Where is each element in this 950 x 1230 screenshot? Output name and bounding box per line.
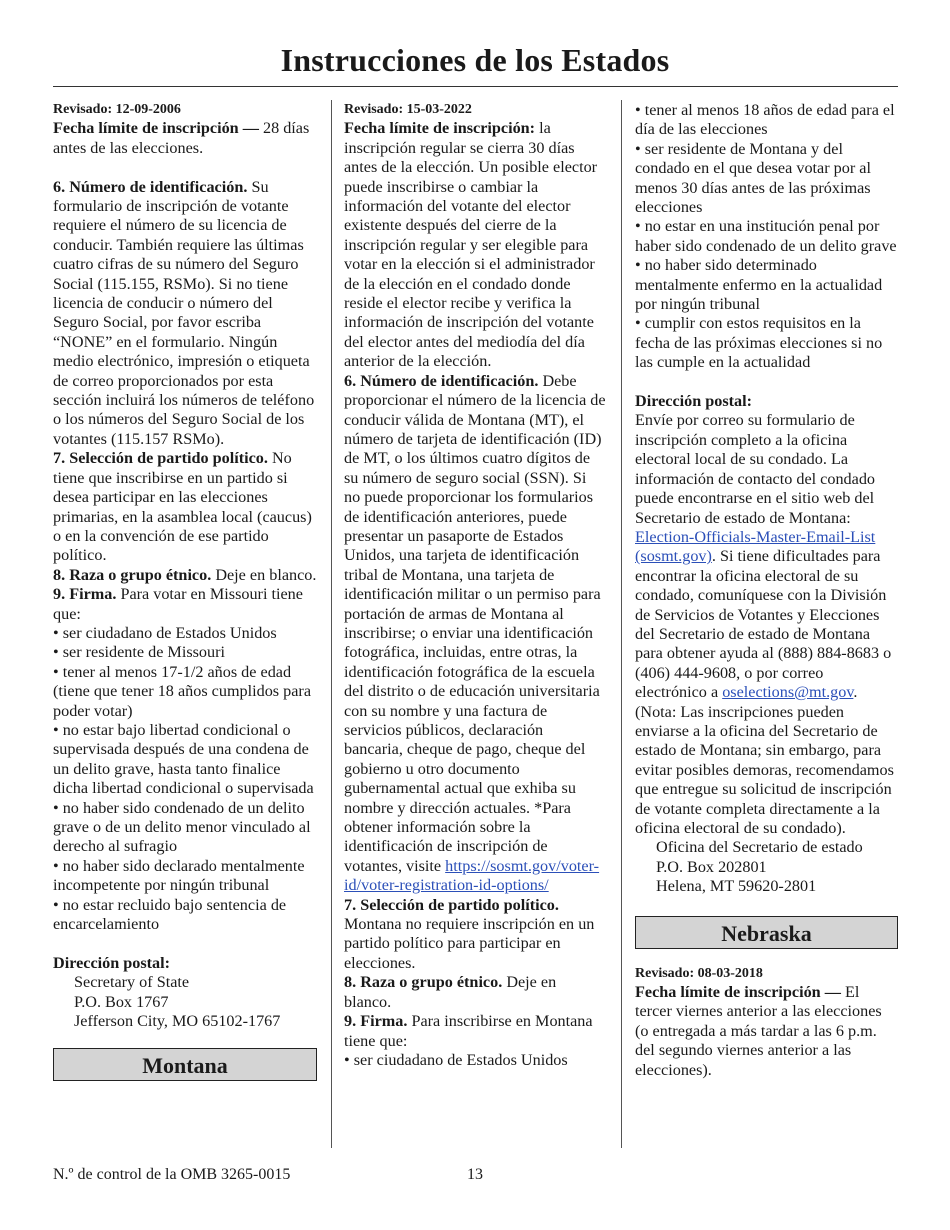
race-paragraph xyxy=(344,973,606,1012)
requirement-item: • no estar bajo libertad condicional o supervisada después de una condena de un delito grave, hasta tanto finalice dicha libertad condicional o supervisada xyxy=(53,720,314,798)
column-divider xyxy=(331,100,332,1148)
race-text: Deje en blanco. xyxy=(211,565,317,584)
state-heading-montana: Montana xyxy=(53,1048,317,1081)
deadline-label: Fecha límite de inscripción — xyxy=(53,119,259,138)
mail-label: Dirección postal: xyxy=(53,953,171,972)
requirement-item: • no estar recluido bajo sentencia de encarcelamiento xyxy=(53,895,287,934)
deadline-text: la inscripción regular se cierra 30 días antes de la elección. Un posible elector puede inscribirse o cambiar la información del votante del elector existente después del cierre de la inscripción regular y ser elegible para votar en la elección si el administrador de la elección en el condado donde reside el elector recibe y verifica la información de inscripción del votante del elector antes del mediodía del día anterior de la elección. xyxy=(344,119,598,371)
signature-paragraph xyxy=(344,1012,606,1051)
column-divider xyxy=(621,100,622,1148)
revised-date: Revisado: 15-03-2022 xyxy=(344,102,472,117)
column-1 xyxy=(53,100,317,1081)
requirement-item: • no haber sido declarado mentalmente incompetente por ningún tribunal xyxy=(53,856,305,895)
id-label: 6. Número de identificación. xyxy=(344,371,539,390)
address-line: Oficina del Secretario de estado xyxy=(656,838,863,857)
address-line: Secretary of State xyxy=(74,973,190,992)
signature-label: 9. Firma. xyxy=(344,1012,408,1031)
requirement-item: • ser residente de Montana y del condado en el que desea votar por al menos 30 días antes de las próximas elecciones xyxy=(635,139,871,217)
deadline-text: El tercer viernes anterior a las elecciones (o entregada a más tardar a las 6 p.m. del segundo viernes anterior a las elecciones). xyxy=(635,983,882,1079)
mail-paragraph: Envíe por correo su formulario de inscripción completo a la oficina electoral local de su condado. La información de contacto del condado puede encontrarse en el sitio web del Secretario de estado de Montana: Election-Officials-Master-Email-List (sosmt.gov). Si tiene dificultades para encontrar la oficina electoral de su condado, comuníquese con la División de Servicios de Votantes y Elecciones del Secretario de estado de Montana para obtener ayuda al (888) 884-8683 o (406) 444-9608, o por correo electrónico a oselections@mt.gov. (Nota: Las inscripciones pueden enviarse a la oficina del Secretario de estado de Montana; sin embargo, para evitar posibles demoras, recomendamos que entregue su solicitud de inscripción de votante completa directamente a la oficina electoral de su condado). xyxy=(635,411,894,838)
race-text: Deje en blanco. xyxy=(344,973,557,1011)
requirement-item: • ser residente de Missouri xyxy=(53,643,226,662)
party-label: 7. Selección de partido político. xyxy=(344,895,559,914)
address-line: P.O. Box 1767 xyxy=(74,992,169,1011)
page-title: Instrucciones de los Estados xyxy=(280,42,670,78)
revised-date: Revisado: 08-03-2018 xyxy=(635,965,763,981)
id-label: 6. Número de identificación. xyxy=(53,177,248,196)
race-paragraph xyxy=(53,566,317,585)
id-text: Su formulario de inscripción de votante requiere el número de su licencia de conducir. También requiere las últimas cuatro cifras de su número del Seguro Social (115.155, RSMo). Si no tiene licencia de conducir o número del Seguro Social, por favor escriba “NONE” en el formulario. Ningún medio electrónico, impresión o etiqueta de correo proporcionados por esta sección incluirá los números de teléfono o los números del Seguro Social de los votantes (115.157 RSMo). xyxy=(53,177,315,448)
party-text: No tiene que inscribirse en un partido si desea participar en las elecciones primarias, en la asamblea local (caucus) o en la convención de ese partido político. xyxy=(53,449,312,565)
deadline-text: 28 días antes de las elecciones. xyxy=(53,119,310,157)
mail-label: Dirección postal: xyxy=(635,392,753,411)
id-paragraph xyxy=(344,372,606,896)
deadline-label: Fecha límite de inscripción: xyxy=(344,119,536,138)
id-paragraph xyxy=(53,178,317,450)
title-rule xyxy=(53,86,898,87)
signature-label: 9. Firma. xyxy=(53,585,117,604)
deadline-label: Fecha límite de inscripción — xyxy=(635,983,841,1002)
requirement-item: • tener al menos 18 años de edad para el día de las elecciones xyxy=(635,101,895,139)
requirement-item: • ser ciudadano de Estados Unidos xyxy=(344,1050,568,1069)
race-label: 8. Raza o grupo étnico. xyxy=(53,565,212,584)
officials-list-link[interactable]: Election-Officials-Master-Email-List (sosmt.gov) xyxy=(635,527,876,566)
signature-paragraph xyxy=(53,585,317,624)
address-line: Helena, MT 59620-2801 xyxy=(656,877,817,896)
party-text: Montana no requiere inscripción en un partido político para participar en elecciones. xyxy=(344,915,595,972)
column-3 xyxy=(635,101,898,1080)
party-paragraph xyxy=(53,449,317,565)
id-text: Debe proporcionar el número de la licencia de conducir válida de Montana (MT), el número de tarjeta de identificación (ID) de MT, o los últimos cuatro dígitos de su número de seguro social (SSN). Si no puede proporcionar los formularios de identificación anteriores, puede presentar un pasaporte de Estados Unidos, una tarjeta de identificación tribal de Montana, una tarjeta de identificación militar o un permiso para portación de armas de Montana al inscribirse; o enviar una identificación fotográfica, incluidas, entre otras, la identificación fotográfica de la escuela del distrito o de educación universitaria con su nombre y una factura de servicios públicos, declaración bancaria, cheque de pago, cheque del gobierno u otro documento gubernamental actual que exhiba su nombre y dirección actuales. *Para obtener información sobre la identificación de inscripción de votantes, visite xyxy=(344,371,606,875)
deadline-paragraph xyxy=(53,119,317,158)
deadline-paragraph xyxy=(344,119,606,371)
requirement-item: • tener al menos 17-1/2 años de edad (tiene que tener 18 años cumplidos para poder votar) xyxy=(53,662,312,720)
state-heading-nebraska: Nebraska xyxy=(635,916,898,949)
email-link[interactable]: oselections@mt.gov xyxy=(722,683,854,702)
requirement-item: • no estar en una institución penal por haber sido condenado de un delito grave xyxy=(635,217,897,255)
requirement-item: • ser ciudadano de Estados Unidos xyxy=(53,623,277,642)
column-2 xyxy=(344,100,606,1070)
deadline-paragraph xyxy=(635,983,898,1080)
address-line: P.O. Box 202801 xyxy=(656,857,767,876)
address-line: Jefferson City, MO 65102-1767 xyxy=(74,1012,281,1031)
race-label: 8. Raza o grupo étnico. xyxy=(344,973,503,992)
requirement-item: • cumplir con estos requisitos en la fecha de las próximas elecciones si no las cumple en la actualidad xyxy=(635,314,883,372)
party-paragraph xyxy=(344,896,606,974)
requirement-item: • no haber sido determinado mentalmente enfermo en la actualidad por ningún tribunal xyxy=(635,256,883,314)
party-label: 7. Selección de partido político. xyxy=(53,449,268,468)
signature-text: Para inscribirse en Montana tiene que: xyxy=(344,1012,593,1050)
requirement-item: • no haber sido condenado de un delito grave o de un delito menor vinculado al derecho al sufragio xyxy=(53,798,311,856)
revised-date: Revisado: 12-09-2006 xyxy=(53,102,181,117)
voter-id-link[interactable]: https://sosmt.gov/voter-id/voter-registration-id-options/ xyxy=(344,856,600,895)
signature-text: Para votar en Missouri tiene que: xyxy=(53,585,303,623)
page-number: 13 xyxy=(467,1166,483,1183)
omb-control-number: N.º de control de la OMB 3265-0015 xyxy=(53,1166,291,1183)
